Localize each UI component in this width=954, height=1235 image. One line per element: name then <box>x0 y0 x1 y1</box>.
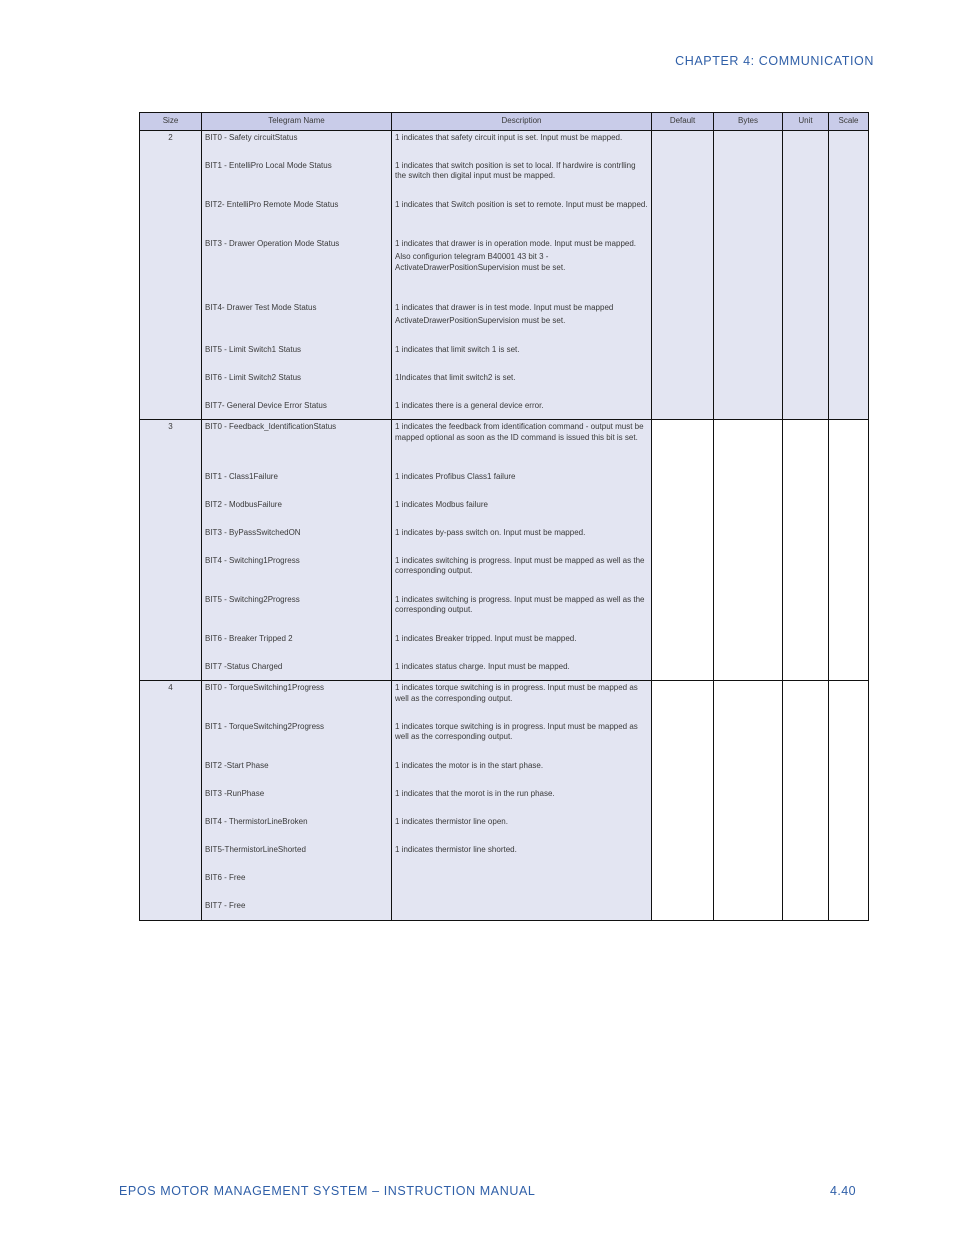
scale-cell <box>829 554 869 593</box>
description-cell <box>392 498 652 526</box>
description-text: 1 indicates Breaker tripped. Input must be mapped. <box>395 633 577 643</box>
unit-cell <box>783 554 829 593</box>
table-row <box>140 815 869 843</box>
description-text: 1 indicates switching is progress. Input must be mapped as well as the corresponding output. <box>395 555 645 575</box>
column-header-description: Description <box>392 113 652 131</box>
scale-cell <box>829 343 869 371</box>
description-text: 1 indicates the feedback from identification command - output must be mapped optional as soon as the ID command is issued this bit is set. <box>395 422 644 442</box>
description-text: 1 indicates switching is progress. Input must be mapped as well as the corresponding output. <box>395 594 645 614</box>
description-cell <box>392 759 652 787</box>
footer-manual-title: EPOS MOTOR MANAGEMENT SYSTEM – INSTRUCTION MANUAL <box>119 1184 536 1198</box>
description-cell <box>392 159 652 198</box>
scale-cell <box>829 843 869 871</box>
column-header-telegram-name: Telegram Name <box>202 113 392 131</box>
bytes-cell <box>714 159 783 198</box>
bytes-cell <box>714 420 783 470</box>
table-row <box>140 681 869 720</box>
telegram-name-cell: BIT0 - Safety circuitStatus <box>202 131 392 159</box>
table-row <box>140 301 869 343</box>
default-cell <box>652 593 714 632</box>
description-cell <box>392 660 652 681</box>
column-header-scale: Scale <box>829 113 869 131</box>
scale-cell <box>829 159 869 198</box>
telegram-name-cell: BIT1 - TorqueSwitching2Progress <box>202 720 392 759</box>
telegram-name-cell: BIT4 - Switching1Progress <box>202 554 392 593</box>
default-cell <box>652 498 714 526</box>
description-text: 1 indicates that limit switch 1 is set. <box>395 344 520 354</box>
unit-cell <box>783 498 829 526</box>
description-cell <box>392 843 652 871</box>
telegram-name-cell: BIT4 - ThermistorLineBroken <box>202 815 392 843</box>
scale-cell <box>829 498 869 526</box>
description-text: 1 indicates by-pass switch on. Input must be mapped. <box>395 527 586 537</box>
table-row <box>140 843 869 871</box>
description-text: 1 indicates status charge. Input must be mapped. <box>395 661 570 671</box>
bytes-cell <box>714 343 783 371</box>
column-header-default: Default <box>652 113 714 131</box>
column-header-unit: Unit <box>783 113 829 131</box>
default-cell <box>652 681 714 720</box>
telegram-name-cell: BIT5-ThermistorLineShorted <box>202 843 392 871</box>
description-cell <box>392 632 652 660</box>
table-row <box>140 871 869 899</box>
description-cell <box>392 815 652 843</box>
description-cell <box>392 301 652 343</box>
bytes-cell <box>714 198 783 237</box>
default-cell <box>652 301 714 343</box>
unit-cell <box>783 720 829 759</box>
default-cell <box>652 899 714 921</box>
description-text: 1 indicates thermistor line shorted. <box>395 844 517 854</box>
telegram-name-cell: BIT5 - Limit Switch1 Status <box>202 343 392 371</box>
unit-cell <box>783 787 829 815</box>
description-text: 1 indicates that the morot is in the run phase. <box>395 788 555 798</box>
unit-cell <box>783 871 829 899</box>
default-cell <box>652 198 714 237</box>
telegram-name-cell: BIT0 - TorqueSwitching1Progress <box>202 681 392 720</box>
table-row <box>140 899 869 921</box>
description-text: 1 indicates thermistor line open. <box>395 816 508 826</box>
scale-cell <box>829 871 869 899</box>
default-cell <box>652 815 714 843</box>
default-cell <box>652 420 714 470</box>
description-text: 1 indicates that Switch position is set to remote. Input must be mapped. <box>395 199 648 209</box>
size-cell <box>140 159 202 198</box>
scale-cell <box>829 720 869 759</box>
table-row <box>140 554 869 593</box>
default-cell <box>652 554 714 593</box>
description-cell <box>392 720 652 759</box>
footer-page-number: 4.40 <box>830 1184 856 1198</box>
size-cell <box>140 787 202 815</box>
size-cell <box>140 759 202 787</box>
telegram-name-cell: BIT2 - ModbusFailure <box>202 498 392 526</box>
description-cell <box>392 526 652 554</box>
unit-cell <box>783 131 829 159</box>
table-row <box>140 787 869 815</box>
bytes-cell <box>714 399 783 420</box>
unit-cell <box>783 371 829 399</box>
description-cell <box>392 681 652 720</box>
table-row <box>140 371 869 399</box>
table-row <box>140 470 869 498</box>
scale-cell <box>829 470 869 498</box>
unit-cell <box>783 660 829 681</box>
size-cell <box>140 399 202 420</box>
bytes-cell <box>714 815 783 843</box>
bytes-cell <box>714 681 783 720</box>
bytes-cell <box>714 899 783 921</box>
size-cell <box>140 554 202 593</box>
default-cell <box>652 237 714 301</box>
description-cell <box>392 470 652 498</box>
description-text: 1 indicates that drawer is in operation mode. Input must be mapped. <box>395 238 637 248</box>
scale-cell <box>829 787 869 815</box>
description-cell <box>392 131 652 159</box>
telegram-name-cell: BIT7 -Status Charged <box>202 660 392 681</box>
size-cell <box>140 899 202 921</box>
bytes-cell <box>714 720 783 759</box>
scale-cell <box>829 399 869 420</box>
description-text: 1 indicates torque switching is in progress. Input must be mapped as well as the corresponding output. <box>395 721 638 741</box>
size-cell <box>140 593 202 632</box>
telegram-name-cell: BIT3 - ByPassSwitchedON <box>202 526 392 554</box>
unit-cell <box>783 815 829 843</box>
size-cell <box>140 470 202 498</box>
table-row <box>140 159 869 198</box>
size-cell <box>140 371 202 399</box>
table-row <box>140 399 869 420</box>
telegram-name-cell: BIT6 - Breaker Tripped 2 <box>202 632 392 660</box>
description-cell <box>392 343 652 371</box>
unit-cell <box>783 301 829 343</box>
scale-cell <box>829 526 869 554</box>
size-cell <box>140 843 202 871</box>
scale-cell <box>829 420 869 470</box>
default-cell <box>652 131 714 159</box>
description-cell <box>392 899 652 921</box>
description-cell <box>392 871 652 899</box>
description-cell <box>392 237 652 301</box>
description-cell <box>392 198 652 237</box>
description-text: 1 indicates the motor is in the start phase. <box>395 760 544 770</box>
description-text: 1 indicates Profibus Class1 failure <box>395 471 516 481</box>
bytes-cell <box>714 843 783 871</box>
unit-cell <box>783 237 829 301</box>
scale-cell <box>829 237 869 301</box>
default-cell <box>652 159 714 198</box>
scale-cell <box>829 198 869 237</box>
bytes-cell <box>714 526 783 554</box>
table-header-row <box>140 113 869 131</box>
description-text: 1 indicates that switch position is set to local. If hardwire is contrlling the switch then digital input must be mapped. <box>395 160 636 180</box>
default-cell <box>652 871 714 899</box>
default-cell <box>652 843 714 871</box>
table-row <box>140 660 869 681</box>
bytes-cell <box>714 593 783 632</box>
table-row <box>140 198 869 237</box>
unit-cell <box>783 899 829 921</box>
bytes-cell <box>714 498 783 526</box>
size-cell <box>140 198 202 237</box>
bytes-cell <box>714 237 783 301</box>
table-row <box>140 720 869 759</box>
telegram-name-cell: BIT3 - Drawer Operation Mode Status <box>202 237 392 301</box>
telegram-name-cell: BIT0 - Feedback_IdentificationStatus <box>202 420 392 470</box>
description-cell <box>392 420 652 470</box>
telegram-name-cell: BIT3 -RunPhase <box>202 787 392 815</box>
size-cell <box>140 237 202 301</box>
table-row <box>140 131 869 159</box>
bytes-cell <box>714 470 783 498</box>
unit-cell <box>783 632 829 660</box>
telegram-name-cell: BIT1 - EntelliPro Local Mode Status <box>202 159 392 198</box>
table-row <box>140 498 869 526</box>
table-row <box>140 759 869 787</box>
bytes-cell <box>714 131 783 159</box>
telegram-name-cell: BIT6 - Free <box>202 871 392 899</box>
default-cell <box>652 787 714 815</box>
telegram-table <box>139 112 869 921</box>
table-row <box>140 237 869 301</box>
size-cell: 2 <box>140 131 202 159</box>
size-cell <box>140 660 202 681</box>
description-cell <box>392 593 652 632</box>
size-cell <box>140 720 202 759</box>
size-cell: 4 <box>140 681 202 720</box>
description-text: 1Indicates that limit switch2 is set. <box>395 372 516 382</box>
description-text: 1 indicates that drawer is in test mode. Input must be mapped <box>395 302 614 312</box>
default-cell <box>652 660 714 681</box>
bytes-cell <box>714 301 783 343</box>
table-row <box>140 526 869 554</box>
size-cell <box>140 871 202 899</box>
table-row <box>140 632 869 660</box>
column-header-size: Size <box>140 113 202 131</box>
table-row <box>140 420 869 470</box>
size-cell <box>140 815 202 843</box>
bytes-cell <box>714 632 783 660</box>
description-text: ActivateDrawerPositionSupervision must be set. <box>395 316 566 325</box>
scale-cell <box>829 660 869 681</box>
bytes-cell <box>714 554 783 593</box>
unit-cell <box>783 526 829 554</box>
description-cell <box>392 399 652 420</box>
default-cell <box>652 759 714 787</box>
size-cell <box>140 632 202 660</box>
unit-cell <box>783 420 829 470</box>
table-body <box>140 131 869 921</box>
size-cell: 3 <box>140 420 202 470</box>
description-cell <box>392 787 652 815</box>
scale-cell <box>829 815 869 843</box>
unit-cell <box>783 593 829 632</box>
bytes-cell <box>714 759 783 787</box>
bytes-cell <box>714 871 783 899</box>
scale-cell <box>829 131 869 159</box>
description-text: 1 indicates that safety circuit input is set. Input must be mapped. <box>395 133 623 142</box>
unit-cell <box>783 198 829 237</box>
scale-cell <box>829 759 869 787</box>
default-cell <box>652 470 714 498</box>
table-row <box>140 593 869 632</box>
column-header-bytes: Bytes <box>714 113 783 131</box>
description-text: 1 indicates torque switching is in progress. Input must be mapped as well as the corresponding output. <box>395 683 638 703</box>
scale-cell <box>829 899 869 921</box>
description-cell <box>392 371 652 399</box>
scale-cell <box>829 301 869 343</box>
unit-cell <box>783 759 829 787</box>
default-cell <box>652 632 714 660</box>
unit-cell <box>783 470 829 498</box>
default-cell <box>652 399 714 420</box>
bytes-cell <box>714 660 783 681</box>
telegram-name-cell: BIT6 - Limit Switch2 Status <box>202 371 392 399</box>
table-row <box>140 343 869 371</box>
description-text: Also configurion telegram B40001 43 bit 3 - ActivateDrawerPositionSupervision must be set. <box>395 252 566 272</box>
scale-cell <box>829 593 869 632</box>
default-cell <box>652 343 714 371</box>
description-text: 1 indicates there is a general device error. <box>395 400 544 410</box>
size-cell <box>140 343 202 371</box>
bytes-cell <box>714 371 783 399</box>
unit-cell <box>783 399 829 420</box>
telegram-name-cell: BIT4- Drawer Test Mode Status <box>202 301 392 343</box>
scale-cell <box>829 681 869 720</box>
default-cell <box>652 526 714 554</box>
size-cell <box>140 301 202 343</box>
telegram-name-cell: BIT2 -Start Phase <box>202 759 392 787</box>
default-cell <box>652 371 714 399</box>
chapter-heading: CHAPTER 4: COMMUNICATION <box>675 54 874 68</box>
scale-cell <box>829 632 869 660</box>
telegram-name-cell: BIT7- General Device Error Status <box>202 399 392 420</box>
telegram-name-cell: BIT7 - Free <box>202 899 392 921</box>
scale-cell <box>829 371 869 399</box>
default-cell <box>652 720 714 759</box>
unit-cell <box>783 843 829 871</box>
size-cell <box>140 526 202 554</box>
telegram-name-cell: BIT5 - Switching2Progress <box>202 593 392 632</box>
unit-cell <box>783 343 829 371</box>
bytes-cell <box>714 787 783 815</box>
unit-cell <box>783 159 829 198</box>
telegram-name-cell: BIT2- EntelliPro Remote Mode Status <box>202 198 392 237</box>
size-cell <box>140 498 202 526</box>
unit-cell <box>783 681 829 720</box>
description-text: 1 indicates Modbus failure <box>395 499 488 509</box>
description-cell <box>392 554 652 593</box>
telegram-name-cell: BIT1 - Class1Failure <box>202 470 392 498</box>
